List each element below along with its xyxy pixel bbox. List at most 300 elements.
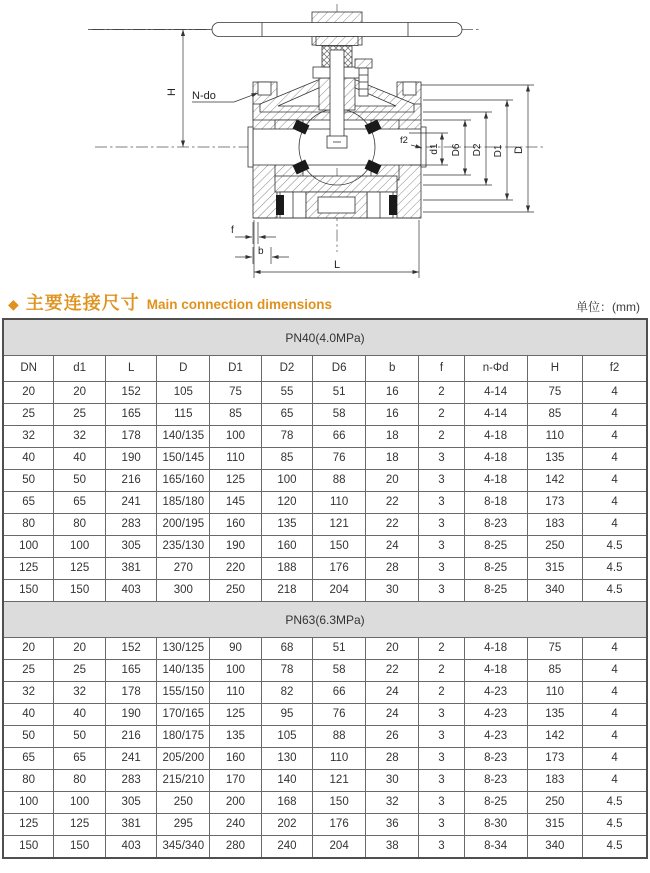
table-cell: 16 [366, 404, 419, 426]
dim-label-D6: D6 [451, 143, 462, 157]
table-cell: 135 [261, 514, 313, 536]
table-cell: 180/175 [157, 726, 210, 748]
column-header: DN [3, 356, 54, 382]
table-cell: 30 [366, 580, 419, 602]
table-cell: 178 [105, 682, 157, 704]
table-cell: 170/165 [157, 704, 210, 726]
table-cell: 40 [54, 448, 106, 470]
table-cell: 32 [366, 792, 419, 814]
table-cell: 32 [3, 682, 54, 704]
table-cell: 4-18 [464, 470, 527, 492]
table-cell: 110 [527, 682, 582, 704]
table-cell: 8-34 [464, 836, 527, 859]
table-cell: 300 [157, 580, 210, 602]
dim-label-N-do: N-do [192, 90, 216, 102]
table-cell: 2 [419, 660, 464, 682]
table-cell: 130 [261, 748, 313, 770]
table-cell: 215/210 [157, 770, 210, 792]
table-cell: 80 [3, 514, 54, 536]
table-cell: 150 [3, 580, 54, 602]
handle-bar [212, 23, 462, 37]
table-cell: 82 [261, 682, 313, 704]
table-cell: 183 [527, 770, 582, 792]
table-row [3, 770, 647, 792]
table-cell: 216 [105, 726, 157, 748]
table-cell: 20 [3, 638, 54, 660]
table-cell: 4-18 [464, 660, 527, 682]
table-cell: 216 [105, 470, 157, 492]
table-cell: 20 [366, 470, 419, 492]
table-cell: 18 [366, 426, 419, 448]
column-header: D6 [313, 356, 366, 382]
table-row [3, 382, 647, 404]
table-cell: 8-18 [464, 492, 527, 514]
table-cell: 76 [313, 448, 366, 470]
table-cell: 4 [583, 682, 647, 704]
table-row [3, 514, 647, 536]
section-title: PN40(4.0MPa) [3, 319, 647, 356]
table-cell: 20 [54, 638, 106, 660]
table-cell: 50 [54, 726, 106, 748]
table-cell: 3 [419, 704, 464, 726]
table-cell: 75 [210, 382, 262, 404]
table-cell: 140/135 [157, 426, 210, 448]
table-cell: 95 [261, 704, 313, 726]
table-cell: 280 [210, 836, 262, 859]
table-cell: 121 [313, 770, 366, 792]
table-cell: 4 [583, 426, 647, 448]
table-cell: 90 [210, 638, 262, 660]
table-row [3, 814, 647, 836]
table-cell: 3 [419, 536, 464, 558]
table-row [3, 836, 647, 859]
table-cell: 78 [261, 660, 313, 682]
table-cell: 135 [527, 448, 582, 470]
table-cell: 218 [261, 580, 313, 602]
table-cell: 18 [366, 448, 419, 470]
table-row [3, 448, 647, 470]
column-header: n-Φd [464, 356, 527, 382]
unit-label: 单位：(mm) [576, 300, 640, 314]
table-cell: 58 [313, 404, 366, 426]
table-cell: 4.5 [583, 836, 647, 859]
table-cell: 2 [419, 638, 464, 660]
left-bolt-hole [258, 82, 271, 95]
table-cell: 152 [105, 638, 157, 660]
table-cell: 50 [3, 726, 54, 748]
table-cell: 4 [583, 748, 647, 770]
table-row [3, 682, 647, 704]
table-cell: 20 [3, 382, 54, 404]
table-cell: 51 [313, 382, 366, 404]
table-cell: 165 [105, 404, 157, 426]
table-cell: 150 [54, 836, 106, 859]
table-cell: 168 [261, 792, 313, 814]
table-cell: 4 [583, 770, 647, 792]
table-cell: 190 [105, 704, 157, 726]
table-cell: 150 [3, 836, 54, 859]
table-cell: 28 [366, 748, 419, 770]
table-cell: 20 [54, 382, 106, 404]
valve-body [212, 12, 462, 218]
column-header: D [157, 356, 210, 382]
column-header: d1 [54, 356, 106, 382]
table-cell: 2 [419, 426, 464, 448]
table-cell: 4-18 [464, 638, 527, 660]
table-cell: 25 [3, 404, 54, 426]
table-cell: 315 [527, 814, 582, 836]
dim-label-D2: D2 [472, 143, 483, 157]
right-bolt-hole [403, 82, 416, 95]
table-cell: 65 [54, 492, 106, 514]
table-cell: 100 [210, 660, 262, 682]
table-cell: 403 [105, 836, 157, 859]
table-cell: 204 [313, 580, 366, 602]
table-cell: 68 [261, 638, 313, 660]
table-cell: 115 [157, 404, 210, 426]
table-cell: 51 [313, 638, 366, 660]
table-row [3, 726, 647, 748]
table-cell: 40 [3, 448, 54, 470]
table-cell: 4 [583, 660, 647, 682]
column-header: D1 [210, 356, 262, 382]
table-cell: 165 [105, 660, 157, 682]
dim-label-f2: f2 [400, 135, 408, 146]
table-cell: 4 [583, 492, 647, 514]
table-cell: 150/145 [157, 448, 210, 470]
stem [330, 50, 344, 140]
table-row [3, 580, 647, 602]
table-cell: 4.5 [583, 536, 647, 558]
section-title-row [3, 602, 647, 638]
table-cell: 85 [527, 660, 582, 682]
table-cell: 36 [366, 814, 419, 836]
table-cell: 165/160 [157, 470, 210, 492]
table-cell: 173 [527, 748, 582, 770]
table-cell: 22 [366, 514, 419, 536]
table-cell: 22 [366, 660, 419, 682]
table-cell: 110 [210, 448, 262, 470]
table-cell: 142 [527, 726, 582, 748]
table-cell: 8-30 [464, 814, 527, 836]
table-cell: 140 [261, 770, 313, 792]
table-cell: 160 [210, 748, 262, 770]
table-cell: 2 [419, 404, 464, 426]
table-cell: 110 [313, 492, 366, 514]
table-cell: 345/340 [157, 836, 210, 859]
table-cell: 190 [105, 448, 157, 470]
table-cell: 3 [419, 558, 464, 580]
column-header: L [105, 356, 157, 382]
table-cell: 340 [527, 836, 582, 859]
table-cell: 4-23 [464, 682, 527, 704]
table-cell: 80 [3, 770, 54, 792]
table-cell: 3 [419, 514, 464, 536]
table-cell: 295 [157, 814, 210, 836]
table-cell: 155/150 [157, 682, 210, 704]
table-cell: 8-25 [464, 792, 527, 814]
table-cell: 204 [313, 836, 366, 859]
table-cell: 4 [583, 638, 647, 660]
table-cell: 3 [419, 726, 464, 748]
table-cell: 58 [313, 660, 366, 682]
table-row [3, 404, 647, 426]
table-cell: 88 [313, 470, 366, 492]
table-cell: 125 [3, 558, 54, 580]
table-cell: 185/180 [157, 492, 210, 514]
table-cell: 120 [261, 492, 313, 514]
table-cell: 100 [3, 792, 54, 814]
table-cell: 55 [261, 382, 313, 404]
table-row [3, 704, 647, 726]
table-row [3, 536, 647, 558]
table-cell: 160 [261, 536, 313, 558]
table-cell: 125 [54, 814, 106, 836]
table-cell: 25 [54, 404, 106, 426]
table-cell: 8-25 [464, 558, 527, 580]
table-cell: 3 [419, 470, 464, 492]
table-cell: 205/200 [157, 748, 210, 770]
table-cell: 4-14 [464, 404, 527, 426]
table-cell: 22 [366, 492, 419, 514]
table-cell: 4-18 [464, 448, 527, 470]
table-cell: 8-25 [464, 580, 527, 602]
table-row [3, 426, 647, 448]
table-cell: 240 [261, 836, 313, 859]
table-cell: 38 [366, 836, 419, 859]
table-cell: 188 [261, 558, 313, 580]
dim-label-D: D [513, 146, 525, 154]
table-cell: 4.5 [583, 814, 647, 836]
table-cell: 152 [105, 382, 157, 404]
table-cell: 135 [527, 704, 582, 726]
table-cell: 80 [54, 770, 106, 792]
table-cell: 4-23 [464, 726, 527, 748]
table-cell: 65 [3, 748, 54, 770]
table-row [3, 792, 647, 814]
table-cell: 176 [313, 558, 366, 580]
table-cell: 4 [583, 704, 647, 726]
table-cell: 25 [3, 660, 54, 682]
table-cell: 305 [105, 536, 157, 558]
table-cell: 176 [313, 814, 366, 836]
table-cell: 8-23 [464, 514, 527, 536]
table-cell: 8-23 [464, 748, 527, 770]
table-cell: 220 [210, 558, 262, 580]
table-cell: 80 [54, 514, 106, 536]
table-cell: 4-23 [464, 704, 527, 726]
table-cell: 75 [527, 382, 582, 404]
table-cell: 340 [527, 580, 582, 602]
table-cell: 50 [3, 470, 54, 492]
table-row [3, 492, 647, 514]
table-cell: 381 [105, 558, 157, 580]
table-cell: 75 [527, 638, 582, 660]
table-cell: 200/195 [157, 514, 210, 536]
table-cell: 88 [313, 726, 366, 748]
table-cell: 125 [54, 558, 106, 580]
table-cell: 26 [366, 726, 419, 748]
section-heading [0, 291, 650, 318]
table-cell: 66 [313, 682, 366, 704]
valve-drawing-svg [0, 0, 650, 291]
gland-bolt [355, 59, 372, 68]
table-cell: 4 [583, 470, 647, 492]
connection-dimensions-table [2, 318, 648, 859]
table-cell: 403 [105, 580, 157, 602]
table-cell: 3 [419, 492, 464, 514]
table-row [3, 748, 647, 770]
dim-label-D1: D1 [493, 144, 504, 158]
table-cell: 85 [210, 404, 262, 426]
table-cell: 32 [54, 682, 106, 704]
table-cell: 3 [419, 814, 464, 836]
table-cell: 105 [157, 382, 210, 404]
table-cell: 125 [210, 704, 262, 726]
table-row [3, 558, 647, 580]
table-cell: 24 [366, 704, 419, 726]
table-cell: 283 [105, 770, 157, 792]
page-title-en: Main connection dimensions [146, 297, 333, 312]
table-cell: 65 [3, 492, 54, 514]
table-cell: 110 [527, 426, 582, 448]
column-header: D2 [261, 356, 313, 382]
dim-label-b: b [258, 246, 264, 257]
table-cell: 135 [210, 726, 262, 748]
table-cell: 4.5 [583, 580, 647, 602]
table-cell: 40 [3, 704, 54, 726]
table-cell: 250 [157, 792, 210, 814]
table-cell: 150 [313, 536, 366, 558]
valve-technical-drawing [0, 0, 650, 291]
section-title-row [3, 319, 647, 356]
table-cell: 100 [261, 470, 313, 492]
column-header: f2 [583, 356, 647, 382]
dim-label-d1: d1 [429, 143, 440, 155]
table-cell: 65 [261, 404, 313, 426]
left-raised-face [248, 127, 253, 167]
table-cell: 4.5 [583, 792, 647, 814]
table-cell: 3 [419, 748, 464, 770]
diamond-bullet-icon: ◆ [8, 296, 19, 312]
table-cell: 100 [54, 792, 106, 814]
table-cell: 4-14 [464, 382, 527, 404]
table-cell: 190 [210, 536, 262, 558]
table-cell: 125 [3, 814, 54, 836]
table-cell: 3 [419, 836, 464, 859]
table-cell: 235/130 [157, 536, 210, 558]
table-cell: 160 [210, 514, 262, 536]
section-title: PN63(6.3MPa) [3, 602, 647, 638]
table-cell: 8-25 [464, 536, 527, 558]
dimensions-table-body [3, 319, 647, 858]
table-cell: 240 [210, 814, 262, 836]
table-cell: 110 [313, 748, 366, 770]
table-cell: 105 [261, 726, 313, 748]
table-cell: 110 [210, 682, 262, 704]
table-cell: 24 [366, 536, 419, 558]
table-cell: 145 [210, 492, 262, 514]
table-cell: 28 [366, 558, 419, 580]
table-cell: 85 [261, 448, 313, 470]
dim-label-H: H [166, 88, 178, 96]
table-cell: 305 [105, 792, 157, 814]
table-cell: 100 [54, 536, 106, 558]
table-cell: 283 [105, 514, 157, 536]
column-header: H [527, 356, 582, 382]
table-cell: 202 [261, 814, 313, 836]
table-cell: 30 [366, 770, 419, 792]
table-row [3, 638, 647, 660]
table-cell: 130/125 [157, 638, 210, 660]
table-cell: 4 [583, 404, 647, 426]
table-cell: 100 [210, 426, 262, 448]
table-cell: 3 [419, 448, 464, 470]
table-cell: 50 [54, 470, 106, 492]
table-cell: 125 [210, 470, 262, 492]
table-cell: 3 [419, 792, 464, 814]
table-cell: 173 [527, 492, 582, 514]
table-cell: 4-18 [464, 426, 527, 448]
table-cell: 3 [419, 580, 464, 602]
table-cell: 142 [527, 470, 582, 492]
table-cell: 241 [105, 492, 157, 514]
table-cell: 381 [105, 814, 157, 836]
table-cell: 3 [419, 770, 464, 792]
table-cell: 250 [210, 580, 262, 602]
table-cell: 270 [157, 558, 210, 580]
table-cell: 2 [419, 682, 464, 704]
table-cell: 121 [313, 514, 366, 536]
table-cell: 8-23 [464, 770, 527, 792]
table-cell: 32 [54, 426, 106, 448]
table-cell: 32 [3, 426, 54, 448]
dim-label-f: f [231, 225, 234, 236]
table-cell: 4 [583, 726, 647, 748]
table-cell: 2 [419, 382, 464, 404]
table-cell: 100 [3, 536, 54, 558]
table-cell: 4 [583, 448, 647, 470]
table-cell: 250 [527, 792, 582, 814]
table-cell: 24 [366, 682, 419, 704]
table-cell: 40 [54, 704, 106, 726]
table-cell: 140/135 [157, 660, 210, 682]
table-cell: 150 [313, 792, 366, 814]
table-cell: 170 [210, 770, 262, 792]
table-cell: 25 [54, 660, 106, 682]
page-title-zh: 主要连接尺寸 [25, 293, 140, 313]
table-cell: 4 [583, 514, 647, 536]
table-cell: 200 [210, 792, 262, 814]
table-cell: 178 [105, 426, 157, 448]
table-row [3, 470, 647, 492]
column-header: f [419, 356, 464, 382]
table-cell: 85 [527, 404, 582, 426]
table-cell: 183 [527, 514, 582, 536]
table-cell: 315 [527, 558, 582, 580]
table-cell: 4.5 [583, 558, 647, 580]
table-cell: 150 [54, 580, 106, 602]
table-cell: 4 [583, 382, 647, 404]
column-header: b [366, 356, 419, 382]
column-header-row [3, 356, 647, 382]
table-cell: 250 [527, 536, 582, 558]
table-cell: 20 [366, 638, 419, 660]
table-row [3, 660, 647, 682]
table-cell: 76 [313, 704, 366, 726]
table-cell: 241 [105, 748, 157, 770]
dim-label-L: L [333, 259, 341, 271]
